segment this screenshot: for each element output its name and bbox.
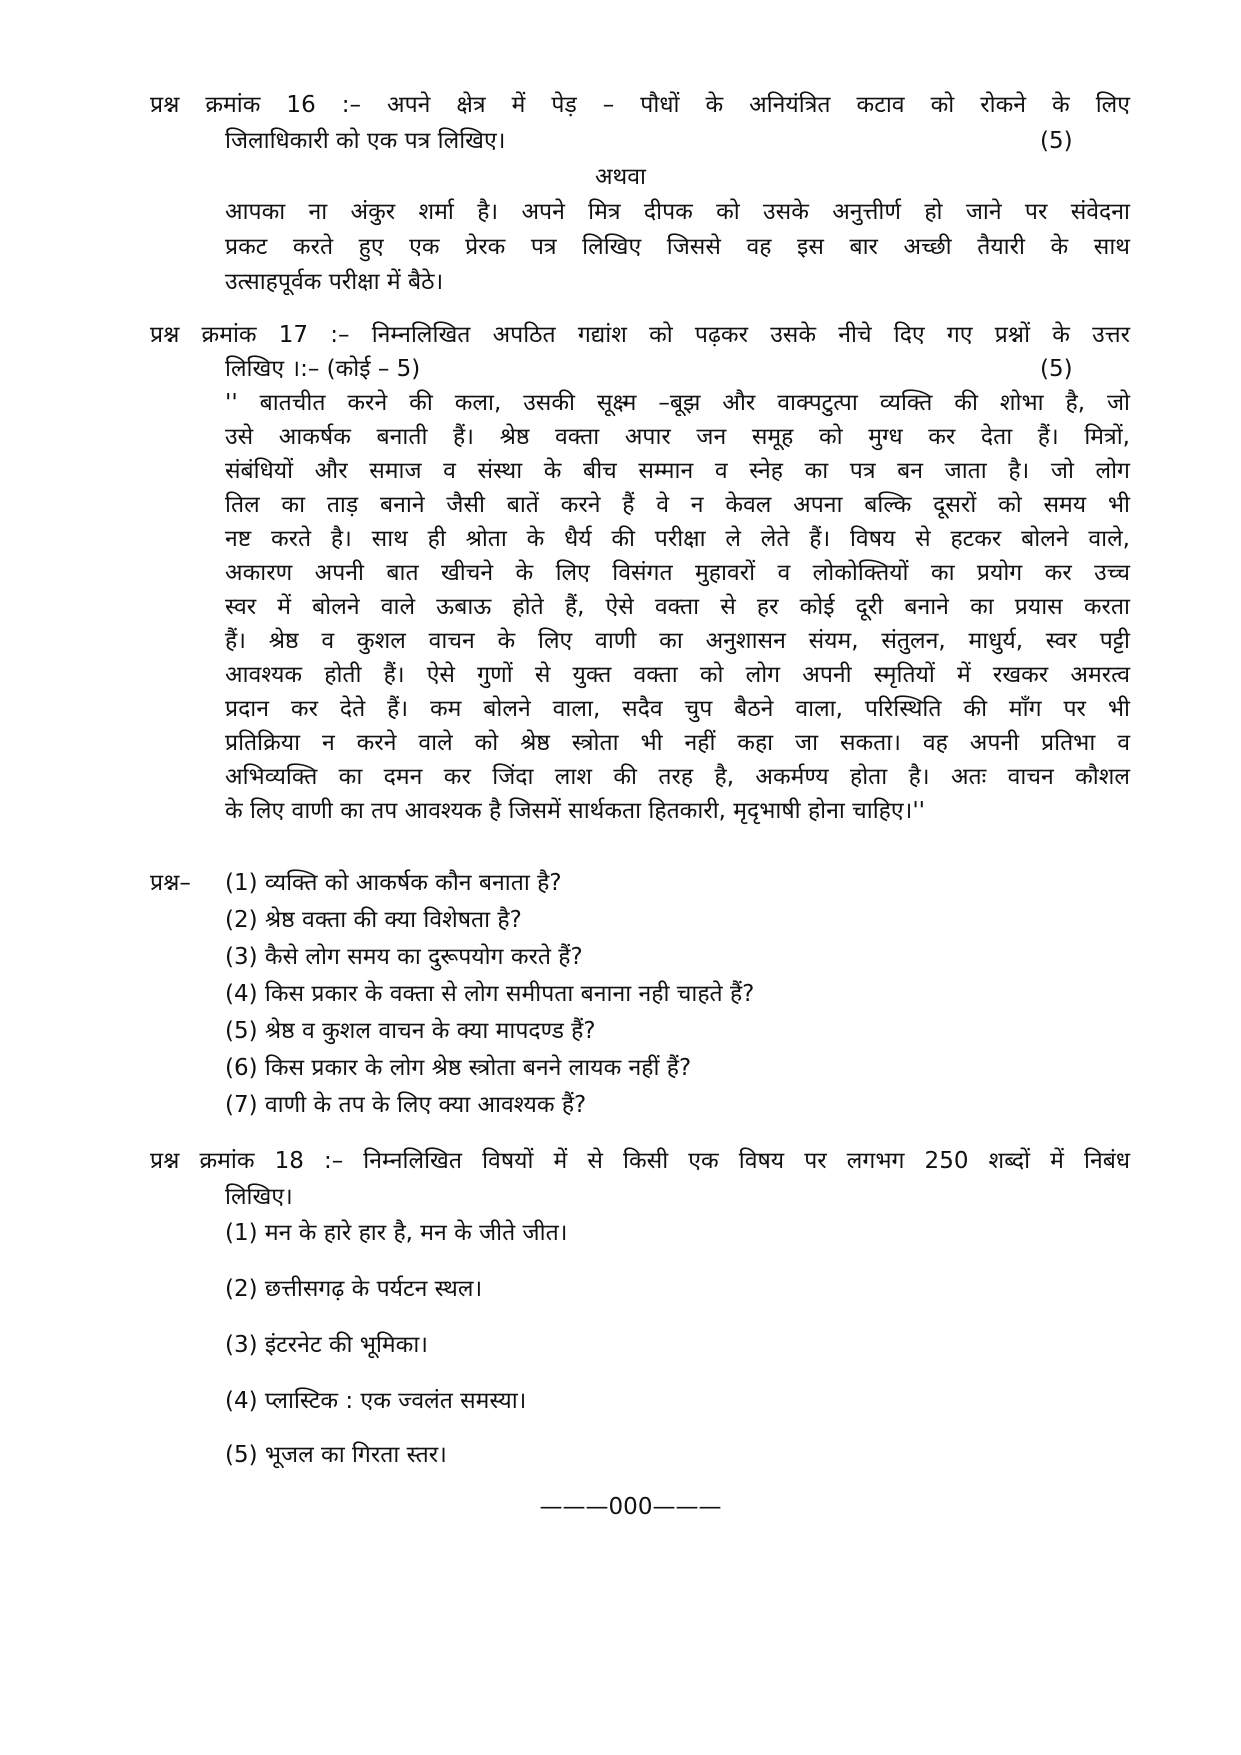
question-item: (6) किस प्रकार के लोग श्रेष्ठ स्त्रोता बनने लायक नहीं हैं? <box>225 1055 692 1081</box>
q16-alt-line: आपका ना अंकुर शर्मा है। अपने मित्र दीपक को उसके अनुत्तीर्ण हो जाने पर संवेदना <box>225 199 1130 225</box>
q16-or: अथवा <box>594 164 646 190</box>
passage-line: हैं। श्रेष्ठ व कुशल वाचन के लिए वाणी का अनुशासन संयम, संतुलन, माधुर्य, स्वर पट्टी <box>225 628 1130 654</box>
topic-item: (5) भूजल का गिरता स्तर। <box>225 1442 447 1468</box>
passage-line: अकारण अपनी बात खीचने के लिए विसंगत मुहावरों व लोकोक्तियों का प्रयोग कर उच्च <box>225 560 1130 586</box>
question-item: (5) श्रेष्ठ व कुशल वाचन के क्या मापदण्ड हैं? <box>225 1018 596 1044</box>
topic-item: (1) मन के हारे हार है, मन के जीते जीत। <box>225 1220 568 1246</box>
q17-heading: प्रश्न क्रमांक 17 :– निम्नलिखित अपठित गद्यांश को पढ़कर उसके नीचे दिए गए प्रश्नों के उत्तर <box>150 322 1130 348</box>
topic-item: (2) छत्तीसगढ़ के पर्यटन स्थल। <box>225 1276 483 1302</box>
q17-marks: (5) <box>1040 356 1073 382</box>
q16-heading: प्रश्न क्रमांक 16 :– अपने क्षेत्र में पेड़ – पौधों के अनियंत्रित कटाव को रोकने के लिए <box>150 92 1130 118</box>
passage-line: संबंधियों और समाज व संस्था के बीच सम्मान व स्नेह का पत्र बन जाता है। जो लोग <box>225 458 1130 484</box>
q16-marks: (5) <box>1040 128 1073 154</box>
q16-line2: जिलाधिकारी को एक पत्र लिखिए। <box>225 128 506 154</box>
question-item: (1) व्यक्ति को आकर्षक कौन बनाता है? <box>225 870 562 896</box>
q16-alt-line: प्रकट करते हुए एक प्रेरक पत्र लिखिए जिससे वह इस बार अच्छी तैयारी के साथ <box>225 234 1130 260</box>
passage-line: उसे आकर्षक बनाती हैं। श्रेष्ठ वक्ता अपार जन समूह को मुग्ध कर देता हैं। मित्रों, <box>225 424 1130 450</box>
end-marker: ———000——— <box>539 1494 722 1520</box>
question-item: (3) कैसे लोग समय का दुरूपयोग करते हैं? <box>225 944 583 970</box>
q17-line2: लिखिए ।:– (कोई – 5) <box>225 356 421 382</box>
question-item: (7) वाणी के तप के लिए क्या आवश्यक हैं? <box>225 1092 587 1118</box>
passage-line: '' बातचीत करने की कला, उसकी सूक्ष्म –बूझ और वाक्पटुत्पा व्यक्ति की शोभा है, जो <box>225 390 1130 416</box>
q16-alt-line: उत्साहपूर्वक परीक्षा में बैठे। <box>225 269 444 295</box>
questions-label: प्रश्न– <box>150 870 191 896</box>
q18-line2: लिखिए। <box>225 1184 293 1210</box>
passage-line: के लिए वाणी का तप आवश्यक है जिसमें सार्थकता हितकारी, मृदृभाषी होना चाहिए।'' <box>225 798 925 824</box>
q18-heading: प्रश्न क्रमांक 18 :– निम्नलिखित विषयों में से किसी एक विषय पर लगभग 250 शब्दों में निबंध <box>150 1148 1130 1174</box>
topic-item: (4) प्लास्टिक : एक ज्वलंत समस्या। <box>225 1388 527 1414</box>
question-item: (2) श्रेष्ठ वक्ता की क्या विशेषता है? <box>225 907 522 933</box>
passage-line: प्रदान कर देते हैं। कम बोलने वाला, सदैव चुप बैठने वाला, परिस्थिति की माँग पर भी <box>225 696 1130 722</box>
passage-line: अभिव्यक्ति का दमन कर जिंदा लाश की तरह है, अकर्मण्य होता है। अतः वाचन कौशल <box>225 764 1130 790</box>
passage-line: आवश्यक होती हैं। ऐसे गुणों से युक्त वक्ता को लोग अपनी स्मृतियों में रखकर अमरत्व <box>225 662 1130 688</box>
passage-line: प्रतिक्रिया न करने वाले को श्रेष्ठ स्त्रोता भी नहीं कहा जा सकता। वह अपनी प्रतिभा व <box>225 730 1130 756</box>
question-item: (4) किस प्रकार के वक्ता से लोग समीपता बनाना नही चाहते हैं? <box>225 981 755 1007</box>
topic-item: (3) इंटरनेट की भूमिका। <box>225 1332 429 1358</box>
passage-line: स्वर में बोलने वाले ऊबाऊ होते हैं, ऐसे वक्ता से हर कोई दूरी बनाने का प्रयास करता <box>225 594 1130 620</box>
passage-line: नष्ट करते है। साथ ही श्रोता के धैर्य की परीक्षा ले लेते हैं। विषय से हटकर बोलने वाले, <box>225 526 1130 552</box>
passage-line: तिल का ताड़ बनाने जैसी बातें करने हैं वे न केवल अपना बल्कि दूसरों को समय भी <box>225 492 1130 518</box>
